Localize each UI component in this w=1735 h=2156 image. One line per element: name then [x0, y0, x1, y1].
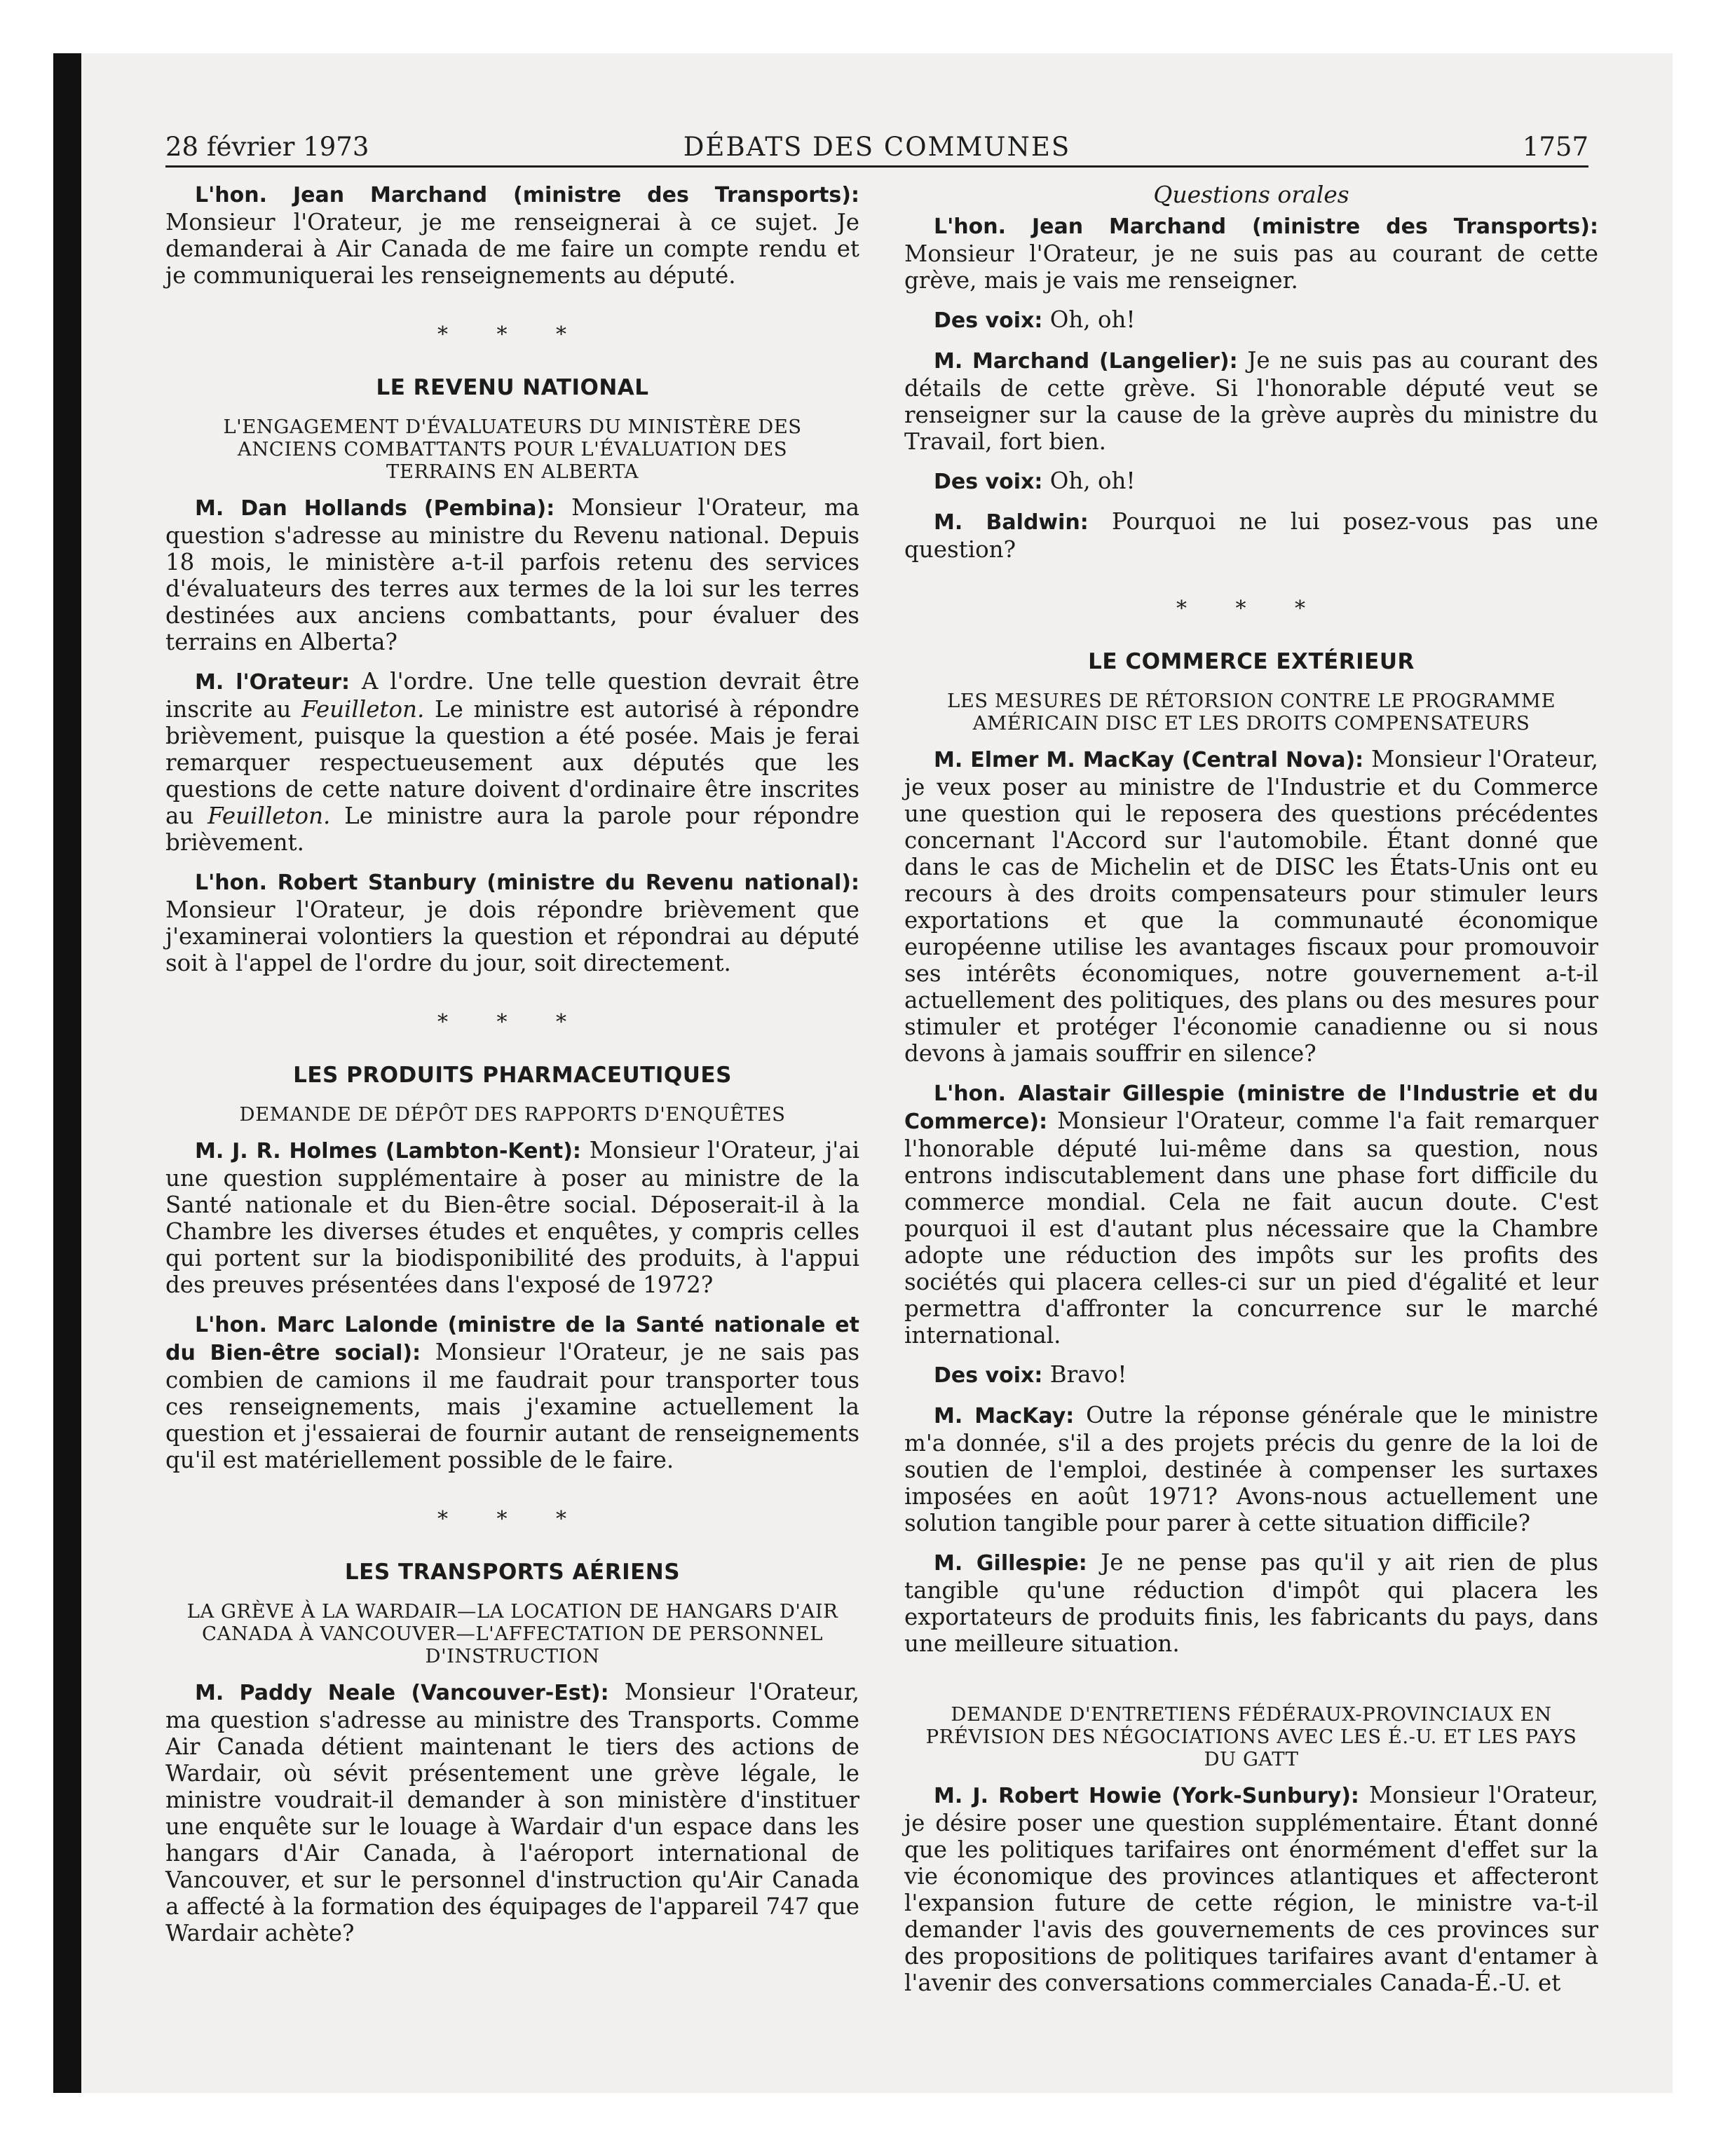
- scan-edge-shadow: [53, 53, 81, 2093]
- paragraph: [165, 1137, 859, 1298]
- speech-text: Monsieur l'Orateur, ma question s'adresse au ministre des Transports. Comme Air Canada détient maintenant le tiers des actions de Wardair, où sévit présentement une grève légale, le ministre voudrait-il demander à son ministère d'instituer une enquête sur le louage à Wardair d'un espace dans les hangars d'Air Canada, à l'aéroport international de Vancouver, et sur le personnel d'instruction qu'Air Canada a affecté à la formation des équipages de l'appareil 747 que Wardair achète?: [165, 1679, 859, 1946]
- paragraph: [904, 508, 1598, 563]
- paragraph: [904, 1782, 1598, 1996]
- speech-text: Monsieur l'Orateur, je ne sais pas combien de camions il me faudrait pour transporter tous ces renseignements, mais j'examine actuellement la question et j'essaierai de fournir autant de renseignements qu'il est matériellement possible de le faire.: [165, 1339, 859, 1473]
- paragraph: [904, 1402, 1598, 1536]
- paragraph: [904, 746, 1598, 1067]
- paragraph: [165, 1311, 859, 1473]
- page-number: 1757: [1522, 132, 1588, 162]
- paragraph: [904, 1549, 1598, 1657]
- speaker: L'hon. Jean Marchand (ministre des Transports):: [195, 183, 859, 207]
- speaker: L'hon. Jean Marchand (ministre des Transports):: [934, 214, 1598, 239]
- speaker: M. l'Orateur:: [195, 670, 351, 695]
- paragraph: [904, 212, 1598, 294]
- section-heading: LE COMMERCE EXTÉRIEUR: [1088, 649, 1415, 674]
- speaker: M. J. Robert Howie (York-Sunbury):: [934, 1784, 1359, 1808]
- subsection-heading: LA GRÈVE À LA WARDAIR—LA LOCATION DE HANGARS D'AIR CANADA À VANCOUVER—L'AFFECTATION DE PERSONNEL D'INSTRUCTION: [186, 1600, 838, 1667]
- speaker: M. Gillespie:: [934, 1551, 1087, 1576]
- speaker: Des voix:: [934, 308, 1043, 333]
- speaker: M. Baldwin:: [934, 510, 1089, 535]
- paragraph: [904, 1079, 1598, 1349]
- running-section-title: Questions orales: [1153, 181, 1349, 208]
- speech-text: Monsieur l'Orateur, comme l'a fait remarquer l'honorable député lui-même dans sa question, nous entrons indiscutablement dans une phase fort difficile du commerce mondial. Cela ne fait aucun doute. C'est pourquoi il est d'autant plus nécessaire que la Chambre adopte une réduction des impôts sur les profits des sociétés qui placera celles-ci sur un pied d'égalité et leur permettra d'affronter la concurrence sur le marché international.: [904, 1107, 1598, 1349]
- speaker: M. Marchand (Langelier):: [934, 349, 1238, 374]
- paragraph: [165, 868, 859, 976]
- speech-text: Le ministre est autorisé à répondre brièvement, puisque la question a été posée. Mais je ferai remarquer respectueusement aux députés que les questions de cette nature doivent d'ordinaire être inscrites au: [165, 696, 859, 829]
- speaker: L'hon. Robert Stanbury (ministre du Revenu national):: [195, 871, 859, 895]
- speaker: L'hon. Alastair Gillespie (ministre de l'Industrie et du Commerce):: [904, 1082, 1598, 1134]
- speech-text: Monsieur l'Orateur, j'ai une question supplémentaire à poser au ministre de la Santé nationale et du Bien-être social. Déposerait-il à la Chambre les diverses études et enquêtes, y compris celles qui portent sur la biodisponibilité des produits, à l'appui des preuves présentées dans l'exposé de 1972?: [165, 1137, 859, 1298]
- section-separator: * * *: [1176, 596, 1327, 621]
- speaker: M. Dan Hollands (Pembina):: [195, 496, 555, 521]
- speaker: M. J. R. Holmes (Lambton-Kent):: [195, 1139, 581, 1164]
- speech-text: Oh, oh!: [1049, 306, 1136, 333]
- speaker: M. Elmer M. MacKay (Central Nova):: [934, 748, 1364, 772]
- speech-text: Monsieur l'Orateur, je ne suis pas au courant de cette grève, mais je vais me renseigner.: [904, 240, 1598, 294]
- paragraph: [165, 668, 859, 856]
- section-separator: * * *: [437, 1507, 588, 1531]
- paragraph: [165, 1679, 859, 1946]
- speech-text: Oh, oh!: [1049, 468, 1136, 494]
- speech-text: Monsieur l'Orateur, je dois répondre brièvement que j'examinerai volontiers la question et répondrai au député soit à l'appel de l'ordre du jour, soit directement.: [165, 896, 859, 976]
- subsection-heading: LES MESURES DE RÉTORSION CONTRE LE PROGRAMME AMÉRICAIN DISC ET LES DROITS COMPENSATEURS: [946, 690, 1556, 735]
- speech-text: Pourquoi ne lui posez-vous pas une question?: [904, 508, 1598, 563]
- speaker: L'hon. Marc Lalonde (ministre de la Santé nationale et du Bien-être social):: [165, 1313, 859, 1365]
- speaker: M. MacKay:: [934, 1404, 1075, 1428]
- speaker: M. Paddy Neale (Vancouver-Est):: [195, 1681, 609, 1705]
- section-separator: * * *: [437, 1010, 588, 1035]
- section-heading: LE REVENU NATIONAL: [376, 375, 649, 400]
- speech-text: Le ministre aura la parole pour répondre brièvement.: [165, 803, 859, 856]
- paragraph: [904, 347, 1598, 455]
- page-header: [165, 126, 1588, 164]
- paragraph: [904, 468, 1598, 496]
- header-title: DÉBATS DES COMMUNES: [683, 132, 1071, 162]
- speech-text: Je ne suis pas au courant des détails de cette grève. Si l'honorable député veut se renseigner sur la cause de la grève auprès du ministre du Travail, fort bien.: [904, 347, 1598, 455]
- subsection-heading: DEMANDE D'ENTRETIENS FÉDÉRAUX-PROVINCIAUX EN PRÉVISION DES NÉGOCIATIONS AVEC LES É.-U. ET LES PAYS DU GATT: [925, 1703, 1577, 1770]
- right-column: [904, 181, 1598, 2009]
- speech-text: Je ne pense pas qu'il y ait rien de plus tangible qu'une réduction d'impôt qui placera les exportateurs de produits finis, les fabricants du pays, dans une meilleure situation.: [904, 1549, 1598, 1657]
- subsection-heading: L'ENGAGEMENT D'ÉVALUATEURS DU MINISTÈRE DES ANCIENS COMBATTANTS POUR L'ÉVALUATION DES TERRAINS EN ALBERTA: [223, 416, 802, 483]
- speech-text: A l'ordre. Une telle question devrait être inscrite au: [165, 668, 859, 723]
- paragraph: [904, 306, 1598, 334]
- paragraph: [904, 1361, 1598, 1389]
- speech-text: Monsieur l'Orateur, je me renseignerai à ce sujet. Je demanderai à Air Canada de me faire un compte rendu et je communiquerai les renseignements au député.: [165, 209, 859, 289]
- section-heading: LES TRANSPORTS AÉRIENS: [344, 1560, 681, 1585]
- section-heading: LES PRODUITS PHARMACEUTIQUES: [293, 1063, 732, 1088]
- paragraph: [165, 181, 859, 289]
- section-separator: * * *: [437, 322, 588, 347]
- italic-term: Feuilleton.: [207, 803, 331, 829]
- spacer: [904, 1670, 1598, 1703]
- header-date: 28 février 1973: [165, 132, 369, 162]
- speech-text: Bravo!: [1049, 1361, 1127, 1388]
- left-column: [165, 181, 859, 1959]
- italic-term: Feuilleton.: [301, 696, 425, 723]
- speaker: Des voix:: [934, 1363, 1043, 1388]
- speech-text: Monsieur l'Orateur, ma question s'adresse au ministre du Revenu national. Depuis 18 mois, le ministère a-t-il parfois retenu des services d'évaluateurs des terres aux termes de la loi sur les terres destinées aux anciens combattants, pour évaluer des terrains en Alberta?: [165, 494, 859, 655]
- speaker: Des voix:: [934, 470, 1043, 494]
- subsection-heading: DEMANDE DE DÉPÔT DES RAPPORTS D'ENQUÊTES: [239, 1103, 786, 1126]
- paragraph: [165, 494, 859, 655]
- header-rule: [165, 165, 1588, 168]
- speech-text: Outre la réponse générale que le ministre m'a donnée, s'il a des projets précis du genre de la loi de soutien de l'emploi, destinée à compenser les surtaxes imposées en août 1971? Avons-nous actuellement une solution tangible pour parer à cette situation difficile?: [904, 1402, 1598, 1536]
- speech-text: Monsieur l'Orateur, je veux poser au ministre de l'Industrie et du Commerce une question qui le reposera des questions précédentes concernant l'Accord sur l'automobile. Étant donné que dans le cas de Michelin et de DISC les États-Unis ont eu recours à des droits compensateurs pour stimuler leurs exportations et que la communauté économique européenne utilise les avantages fiscaux pour promouvoir ses intérêts économiques, notre gouvernement a-t-il actuellement des politiques, des plans ou des mesures pour stimuler et protéger l'économie canadienne ou si nous devons à jamais souffrir en silence?: [904, 746, 1598, 1067]
- speech-text: Monsieur l'Orateur, je désire poser une question supplémentaire. Étant donné que les politiques tarifaires ont énormément d'effet sur la vie économique des provinces atlantiques et affecteront l'expansion future de cette région, le ministre va-t-il demander l'avis des gouvernements de ces provinces sur des propositions de politiques tarifaires avant d'entamer à l'avenir des conversations commerciales Canada-É.-U. et: [904, 1782, 1598, 1996]
